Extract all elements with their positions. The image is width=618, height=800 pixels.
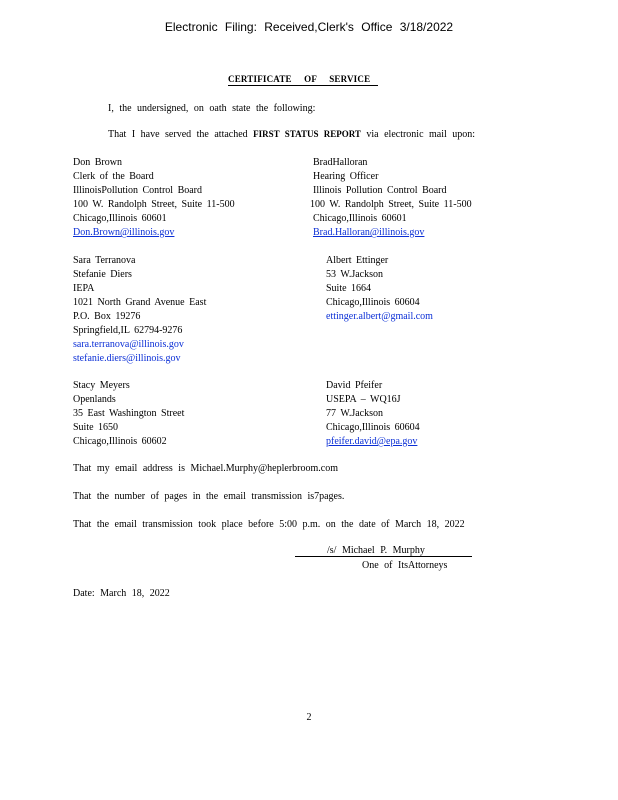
- recipient-line: Clerk of the Board: [73, 171, 154, 182]
- recipient-line: Suite 1650: [73, 422, 119, 433]
- signature-role: One of ItsAttorneys: [362, 560, 448, 571]
- recipient-halloran: [310, 156, 472, 240]
- recipient-line: IEPA: [73, 283, 95, 294]
- recipient-line: USEPA – WQ16J: [326, 394, 401, 405]
- intro-paragraph: I, the undersigned, on oath state the following:: [108, 103, 316, 114]
- recipient-line: Chicago,Illinois 60601: [313, 213, 407, 224]
- email-link-brown[interactable]: Don.Brown@illinois.gov: [73, 227, 175, 238]
- recipient-line: Illinois Pollution Control Board: [313, 185, 447, 196]
- filing-header: Electronic Filing: Received,Clerk's Office 3/18/2022: [164, 20, 454, 34]
- email-link-diers[interactable]: stefanie.diers@illinois.gov: [73, 353, 181, 364]
- recipient-line: Suite 1664: [326, 283, 372, 294]
- email-link-pfeifer[interactable]: pfeifer.david@epa.gov: [326, 436, 418, 447]
- page-count-statement: That the number of pages in the email transmission is7pages.: [73, 491, 345, 502]
- recipient-line: Sara Terranova: [73, 255, 136, 266]
- recipient-pfeifer: [326, 379, 441, 449]
- recipient-line: Albert Ettinger: [326, 255, 389, 266]
- recipient-line: IllinoisPollution Control Board: [73, 185, 203, 196]
- recipient-line: P.O. Box 19276: [73, 311, 141, 322]
- recipient-meyers: [73, 379, 184, 449]
- recipient-line: Hearing Officer: [313, 171, 379, 182]
- recipient-ettinger: [326, 254, 433, 324]
- recipient-terranova: [73, 254, 206, 366]
- recipient-line: 100 W. Randolph Street, Suite 11-500: [73, 199, 235, 210]
- recipient-line: Don Brown: [73, 157, 122, 168]
- recipient-line: BradHalloran: [313, 157, 368, 168]
- email-link-ettinger[interactable]: ettinger.albert@gmail.com: [326, 311, 433, 322]
- recipient-line: 1021 North Grand Avenue East: [73, 297, 207, 308]
- page-number: 2: [306, 712, 312, 723]
- served-suffix: via electronic mail upon:: [366, 129, 476, 140]
- recipient-line: Stacy Meyers: [73, 380, 130, 391]
- recipient-line: Springfield,IL 62794-9276: [73, 325, 183, 336]
- email-link-halloran[interactable]: Brad.Halloran@illinois.gov: [313, 227, 425, 238]
- served-document-name: FIRST STATUS REPORT: [253, 129, 361, 139]
- recipient-line: Chicago,Illinois 60602: [73, 436, 167, 447]
- recipient-line: Chicago,Illinois 60601: [73, 213, 167, 224]
- recipient-line: David Pfeifer: [326, 380, 383, 391]
- recipient-line: Chicago,Illinois 60604: [326, 297, 420, 308]
- served-paragraph: [108, 129, 475, 140]
- document-title: CERTIFICATE OF SERVICE: [228, 74, 378, 86]
- recipient-line: 35 East Washington Street: [73, 408, 185, 419]
- recipient-line: 53 W.Jackson: [326, 269, 383, 280]
- signature-line: /s/ Michael P. Murphy: [295, 545, 472, 557]
- recipient-line: 100 W. Randolph Street, Suite 11-500: [310, 199, 472, 210]
- recipient-brown: [73, 156, 235, 240]
- date-line: Date: March 18, 2022: [73, 588, 170, 599]
- email-address-statement: That my email address is Michael.Murphy@heplerbroom.com: [73, 463, 338, 474]
- recipient-line: Chicago,Illinois 60604: [326, 422, 420, 433]
- recipient-line: Openlands: [73, 394, 116, 405]
- email-link-terranova[interactable]: sara.terranova@illinois.gov: [73, 339, 184, 350]
- transmission-time-statement: That the email transmission took place before 5:00 p.m. on the date of March 18, 2022: [73, 519, 465, 530]
- served-prefix: That I have served the attached: [108, 129, 248, 140]
- recipient-line: Stefanie Diers: [73, 269, 132, 280]
- recipient-line: 77 W.Jackson: [326, 408, 383, 419]
